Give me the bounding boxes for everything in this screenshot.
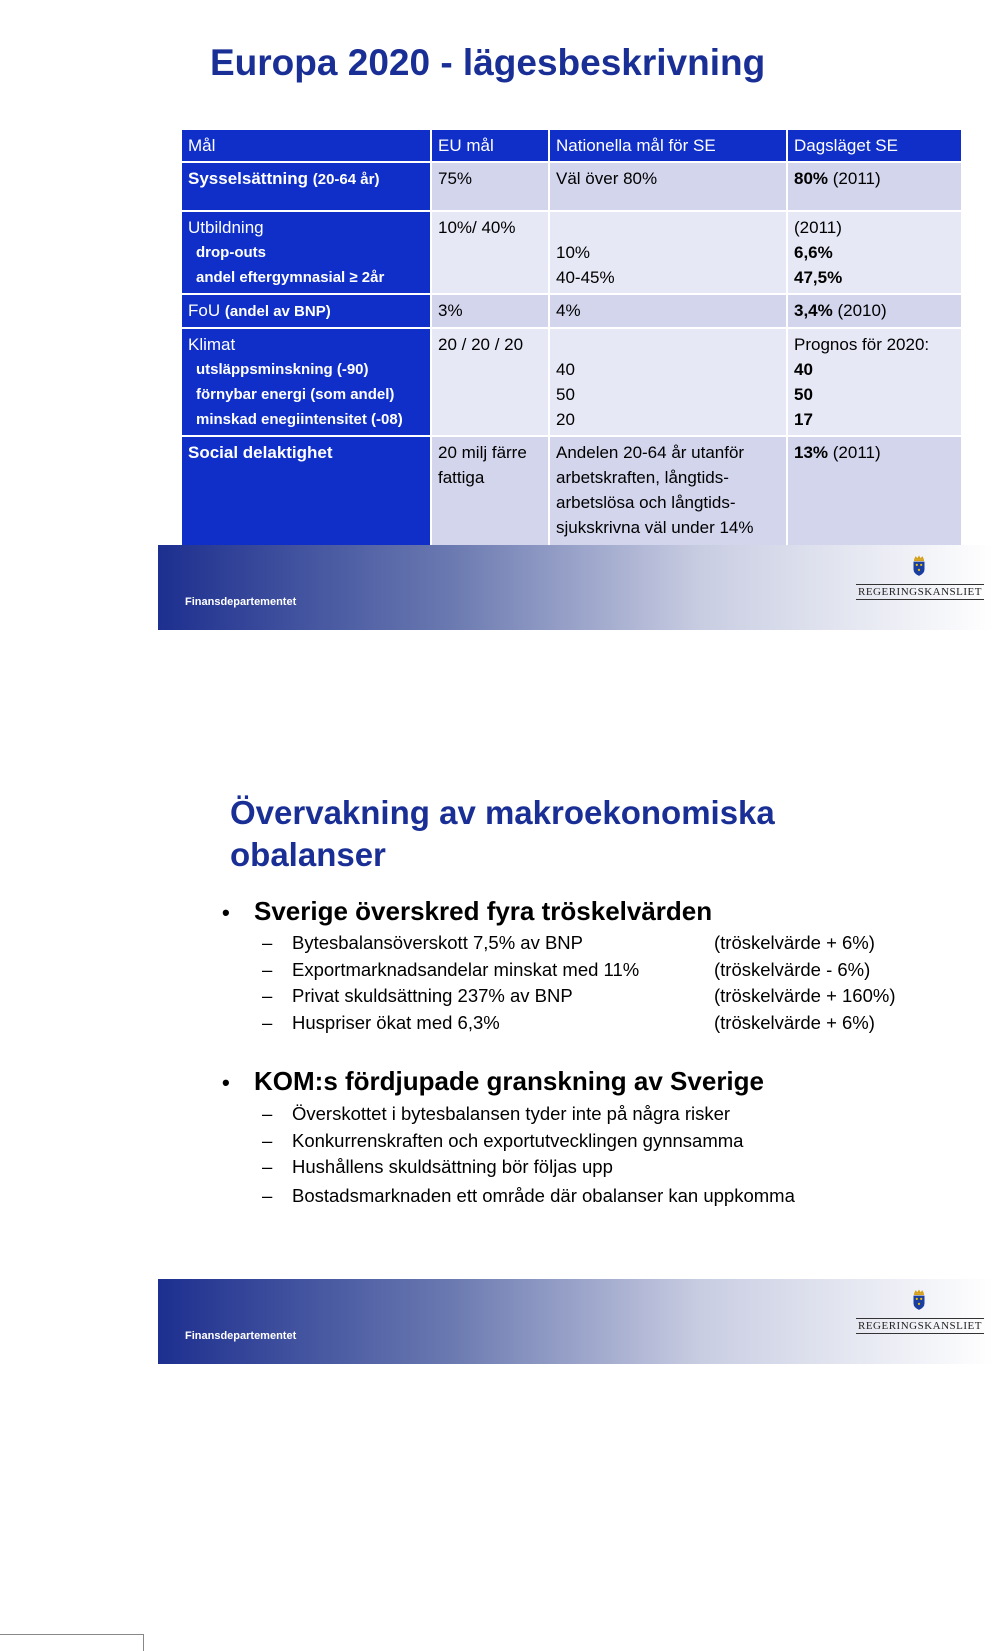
list-item: – Exportmarknadsandelar minskat med 11% (tröskelvärde - 6%)	[262, 957, 639, 984]
item-text: Privat skuldsättning 237% av BNP	[292, 985, 573, 1006]
europa-2020-table	[182, 130, 963, 547]
row-sublabel: utsläppsminskning (-90)	[196, 361, 369, 378]
national-value: 50	[556, 385, 575, 404]
department-label: Finansdepartementet	[185, 596, 297, 608]
slide2-footer	[158, 1279, 994, 1364]
status-value: 6,6%	[794, 243, 833, 262]
status-value: 47,5%	[794, 268, 843, 287]
status-year: (2011)	[828, 443, 881, 462]
page-corner-box	[0, 1634, 144, 1651]
threshold-list	[262, 930, 896, 1036]
header-dagslaget: Dagsläget SE	[787, 130, 962, 162]
eu-goal: 20 / 20 / 20	[431, 328, 549, 436]
status-year: (2010)	[832, 301, 887, 320]
status-value: 17	[794, 410, 813, 429]
eu-goal: 10%/ 40%	[431, 211, 549, 294]
row-label	[182, 211, 431, 294]
list-item: – Överskottet i bytesbalansen tyder inte på några risker	[262, 1103, 731, 1124]
national-value: 40	[556, 360, 575, 379]
table-row-fou	[182, 294, 962, 328]
bullet-icon: •	[222, 900, 230, 925]
status-value: 50	[794, 385, 813, 404]
item-text: Bytesbalansöverskott 7,5% av BNP	[292, 932, 584, 953]
slide1-title: Europa 2020 - lägesbeskrivning	[210, 42, 766, 83]
status-note: Prognos för 2020:	[794, 335, 930, 354]
row-label	[182, 328, 431, 436]
row-label-small: (20-64 år)	[312, 171, 380, 188]
list-item: – Bytesbalansöverskott 7,5% av BNP (tröskelvärde + 6%)	[262, 930, 639, 957]
list-item: – Hushållens skuldsättning bör följas upp	[262, 1156, 613, 1177]
bullet-thresholds	[222, 896, 712, 927]
regeringskansliet-logo	[856, 1289, 982, 1334]
item-text: Bostadsmarknaden ett område där obalanser kan uppkomma	[292, 1184, 795, 1206]
national-goal	[549, 328, 787, 436]
slide2-title-line1: Övervakning av makroekonomiska	[230, 794, 775, 831]
list-item: – Privat skuldsättning 237% av BNP (tröskelvärde + 160%)	[262, 983, 639, 1010]
row-label-text: Utbildning	[188, 218, 264, 237]
department-label: Finansdepartementet	[185, 1330, 297, 1342]
item-threshold: (tröskelvärde - 6%)	[714, 958, 871, 980]
item-threshold: (tröskelvärde + 160%)	[714, 985, 896, 1006]
status	[787, 211, 962, 294]
national-goal: Väl över 80%	[549, 162, 787, 211]
item-text: Överskottet i bytesbalansen tyder inte på några risker	[292, 1103, 731, 1124]
item-text: Hushållens skuldsättning bör följas upp	[292, 1156, 613, 1177]
slide1-footer	[158, 545, 994, 630]
list-item: – Huspriser ökat med 6,3% (tröskelvärde + 6%)	[262, 1010, 639, 1037]
regeringskansliet-logo	[856, 555, 982, 600]
national-goal: 4%	[549, 294, 787, 328]
row-sublabel: förnybar energi (som andel)	[196, 386, 395, 403]
list-item: – Konkurrenskraften och exportutvecklingen gynnsamma	[262, 1129, 744, 1151]
row-sublabel: drop-outs	[196, 244, 266, 261]
row-label	[182, 162, 431, 211]
crown-shield-icon	[906, 555, 932, 577]
list-item: – Bostadsmarknaden ett område där obalanser kan uppkomma	[262, 1184, 795, 1206]
item-text: Exportmarknadsandelar minskat med 11%	[292, 958, 640, 980]
slide2-title	[230, 792, 775, 876]
status-year: (2011)	[794, 218, 842, 237]
bullet-kom-review	[222, 1066, 764, 1097]
row-label-small: (andel av BNP)	[224, 303, 331, 320]
table-row-social	[182, 436, 962, 546]
status	[787, 436, 962, 546]
national-value: 20	[556, 410, 575, 429]
status-bold: 3,4%	[794, 301, 833, 320]
item-threshold: (tröskelvärde + 6%)	[714, 932, 875, 953]
row-label: Social delaktighet	[182, 436, 431, 546]
status	[787, 328, 962, 436]
header-eu-mal: EU mål	[431, 130, 549, 162]
header-nationella-mal: Nationella mål för SE	[549, 130, 787, 162]
row-label-text: FoU	[188, 301, 221, 320]
national-goal	[549, 211, 787, 294]
national-value: 10%	[556, 243, 591, 262]
table-header-row	[182, 130, 962, 162]
logo-text: REGERINGSKANSLIET	[858, 586, 982, 598]
table-row-utbildning	[182, 211, 962, 294]
status-year: (2011)	[828, 169, 881, 188]
header-mal: Mål	[182, 130, 431, 162]
national-goal: Andelen 20-64 år utanför arbetskraften, långtids-arbetslösa och långtids-sjukskrivna väl under 14%	[549, 436, 787, 546]
item-text: Huspriser ökat med 6,3%	[292, 1011, 500, 1033]
row-sublabel: andel eftergymnasial ≥ 2år	[196, 269, 385, 286]
crown-shield-icon	[906, 1289, 932, 1311]
slide2-title-line2: obalanser	[230, 836, 386, 873]
bullet-icon: •	[222, 1070, 230, 1095]
status-value: 40	[794, 360, 813, 379]
review-list	[262, 1101, 795, 1209]
status	[787, 162, 962, 211]
bullet-text: Sverige överskred fyra tröskelvärden	[254, 896, 713, 926]
table-row-sysselsattning	[182, 162, 962, 211]
national-value: 40-45%	[556, 268, 615, 287]
row-sublabel: minskad enegiintensitet (-08)	[196, 411, 403, 428]
eu-goal: 3%	[431, 294, 549, 328]
status-bold: 13%	[794, 443, 829, 462]
logo-text: REGERINGSKANSLIET	[858, 1320, 982, 1332]
row-label	[182, 294, 431, 328]
row-label-text: Sysselsättning	[188, 169, 308, 188]
status-bold: 80%	[794, 169, 829, 188]
row-label-text: Klimat	[188, 335, 236, 354]
status	[787, 294, 962, 328]
bullet-text: KOM:s fördjupade granskning av Sverige	[254, 1066, 764, 1096]
table-row-klimat	[182, 328, 962, 436]
eu-goal: 75%	[431, 162, 549, 211]
item-threshold: (tröskelvärde + 6%)	[714, 1011, 875, 1033]
eu-goal: 20 milj färre fattiga	[431, 436, 549, 546]
item-text: Konkurrenskraften och exportutvecklingen gynnsamma	[292, 1129, 744, 1151]
